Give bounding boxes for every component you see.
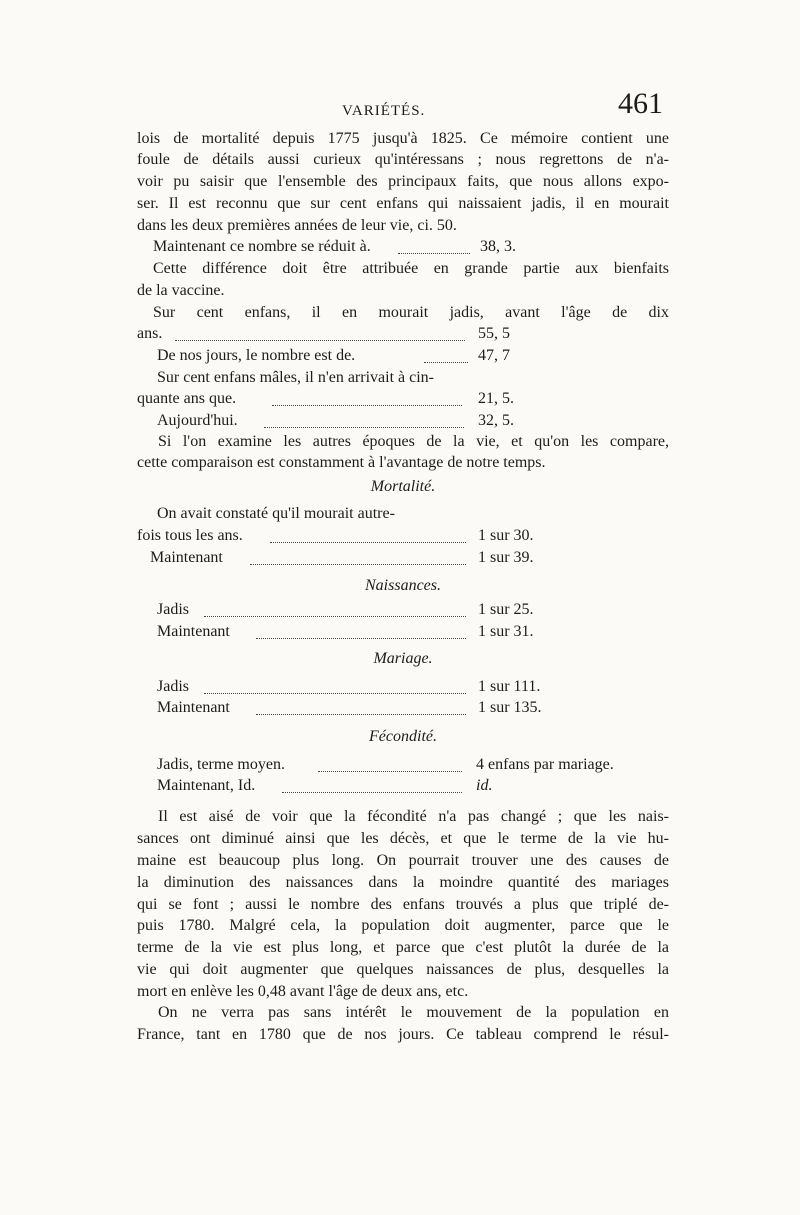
table-row-label: Maintenant, Id. — [157, 777, 256, 794]
body-line: de la vaccine. — [137, 282, 225, 299]
section-heading: Naissances. — [365, 577, 441, 594]
table-row-value: 55, 5 — [478, 325, 510, 342]
dot-leader — [272, 405, 462, 406]
body-line: la diminution des naissances dans la moindre quantité des mariages — [137, 874, 669, 891]
body-line: France, tant en 1780 que de nos jours. Ce tableau comprend le résul- — [137, 1026, 669, 1043]
dot-leader — [282, 792, 462, 793]
table-row-label: Aujourd'hui. — [157, 412, 238, 429]
table-row-value: 32, 5. — [478, 412, 514, 429]
table-row-value: 47, 7 — [478, 347, 510, 364]
table-row-value: 1 sur 135. — [478, 699, 542, 716]
table-row-value: 1 sur 25. — [478, 601, 534, 618]
body-line: qui se font ; aussi le nombre des enfans trouvés a plus que triplé de- — [137, 896, 669, 913]
dot-leader — [204, 693, 466, 694]
dot-leader — [318, 771, 462, 772]
table-row-value: 1 sur 111. — [478, 678, 541, 695]
table-row-label: Jadis, terme moyen. — [157, 756, 285, 773]
table-row-label: De nos jours, le nombre est de. — [157, 347, 356, 364]
table-row-value: 21, 5. — [478, 390, 514, 407]
body-line: ser. Il est reconnu que sur cent enfans qui naissaient jadis, il en mourait — [137, 195, 669, 212]
body-line: mort en enlève les 0,48 avant l'âge de deux ans, etc. — [137, 983, 469, 1000]
dot-leader — [270, 542, 466, 543]
body-line: On ne verra pas sans intérêt le mouvement de la population en — [158, 1004, 669, 1021]
body-line: Si l'on examine les autres époques de la vie, et qu'on les compare, — [158, 433, 669, 450]
table-row-label: Maintenant — [157, 699, 230, 716]
body-line: Sur cent enfans mâles, il n'en arrivait à cin- — [157, 369, 434, 386]
table-row-label: Jadis — [157, 601, 189, 618]
body-line: Sur cent enfans, il en mourait jadis, avant l'âge de dix — [153, 304, 669, 321]
body-line: dans les deux premières années de leur vie, ci. 50. — [137, 217, 457, 234]
table-row-value: 4 enfans par mariage. — [476, 756, 614, 773]
table-row-value: id. — [476, 777, 493, 794]
table-row-label: Maintenant — [150, 549, 223, 566]
dot-leader — [256, 638, 466, 639]
table-row-value: 1 sur 31. — [478, 623, 534, 640]
table-row-value: 1 sur 30. — [478, 527, 534, 544]
body-line: sances ont diminué ainsi que les décès, et que le terme de la vie hu- — [137, 830, 669, 847]
section-heading: Fécondité. — [369, 728, 437, 745]
table-row-label: ans. — [137, 325, 163, 342]
body-line: lois de mortalité depuis 1775 jusqu'à 1825. Ce mémoire contient une — [137, 130, 669, 147]
body-line: foule de détails aussi curieux qu'intéressans ; nous regrettons de n'a- — [137, 151, 669, 168]
table-row-value: 1 sur 39. — [478, 549, 534, 566]
dot-leader — [175, 340, 465, 341]
body-line: On avait constaté qu'il mourait autre- — [157, 505, 395, 522]
body-line: Cette différence doit être attribuée en grande partie aux bienfaits — [153, 260, 669, 277]
running-header: VARIÉTÉS. — [342, 103, 426, 119]
table-row-value: 38, 3. — [480, 238, 516, 255]
body-line: Il est aisé de voir que la fécondité n'a pas changé ; que les nais- — [158, 808, 669, 825]
dot-leader — [250, 564, 466, 565]
dot-leader — [256, 714, 466, 715]
table-row-label: Jadis — [157, 678, 189, 695]
dot-leader — [204, 616, 466, 617]
dot-leader — [398, 253, 470, 254]
body-line: cette comparaison est constamment à l'avantage de notre temps. — [137, 454, 546, 471]
body-line: maine est beaucoup plus long. On pourrait trouver une des causes de — [137, 852, 669, 869]
dot-leader — [264, 427, 464, 428]
table-row-label: fois tous les ans. — [137, 527, 243, 544]
body-line: puis 1780. Malgré cela, la population doit augmenter, parce que le — [137, 917, 669, 934]
table-row-label: Maintenant ce nombre se réduit à. — [153, 238, 371, 255]
section-heading: Mariage. — [373, 650, 433, 667]
body-line: terme de la vie est plus long, et parce que c'est plutôt la durée de la — [137, 939, 669, 956]
page-number: 461 — [618, 87, 663, 120]
body-line: vie qui doit augmenter que quelques naissances de plus, desquelles la — [137, 961, 669, 978]
table-row-label: quante ans que. — [137, 390, 237, 407]
dot-leader — [424, 362, 468, 363]
section-heading: Mortalité. — [370, 478, 436, 495]
body-line: voir pu saisir que l'ensemble des principaux faits, que nous allons expo- — [137, 173, 669, 190]
table-row-label: Maintenant — [157, 623, 230, 640]
